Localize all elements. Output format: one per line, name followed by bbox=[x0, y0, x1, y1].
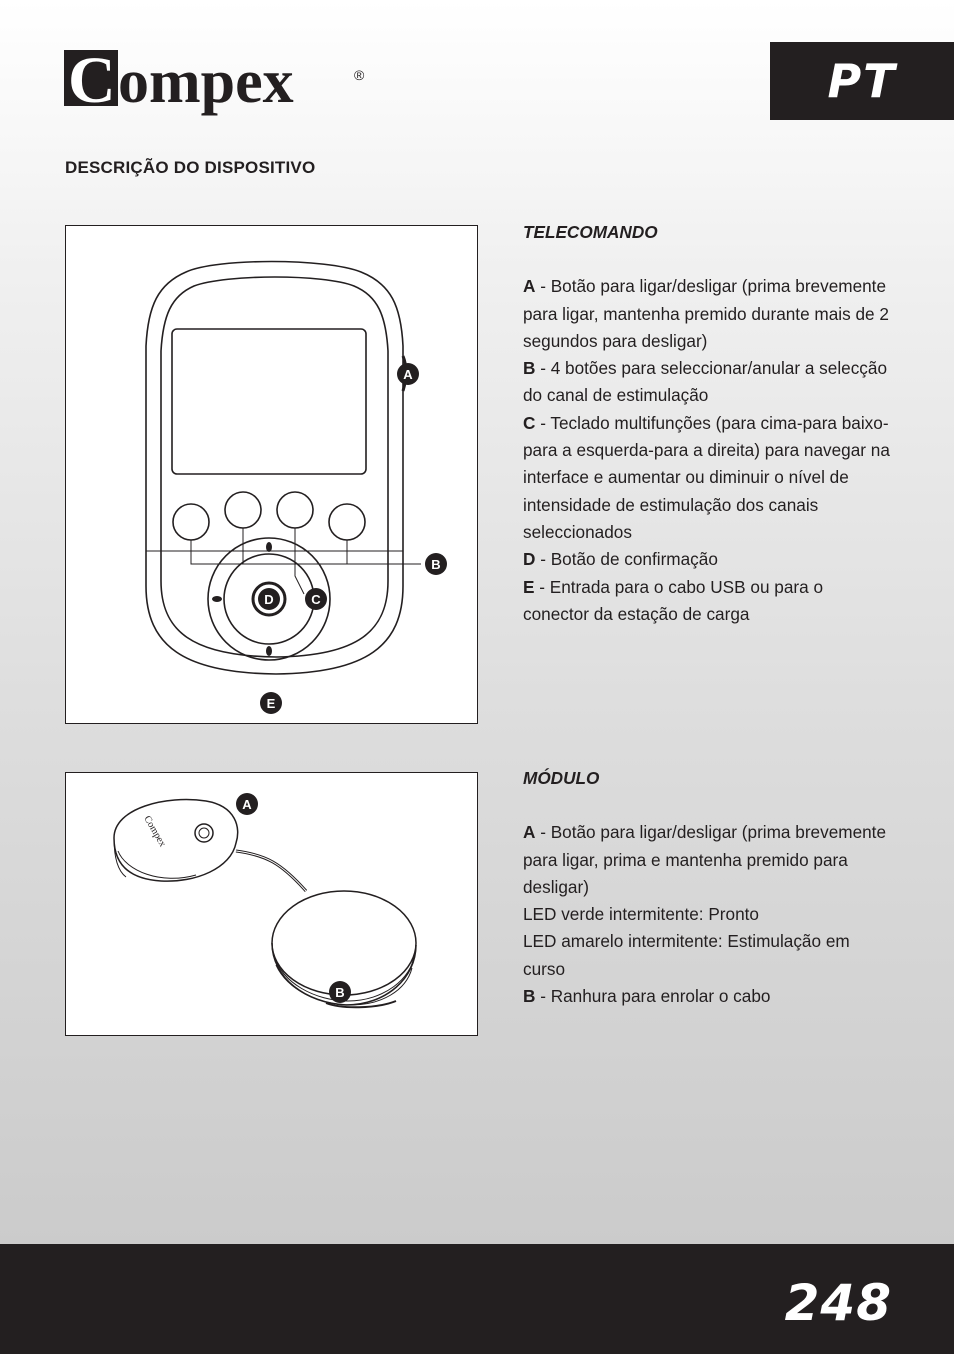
module-item-a: A - Botão para ligar/desligar (prima brevemente para ligar, prima e mantenha premido para desligar) bbox=[523, 822, 887, 897]
module-heading: MÓDULO bbox=[523, 768, 600, 788]
remote-heading: TELECOMANDO bbox=[523, 222, 658, 242]
logo-wordmark: ompex bbox=[118, 48, 294, 116]
module-pod bbox=[272, 891, 416, 995]
remote-item-d: D - Botão de confirmação bbox=[523, 549, 718, 570]
remote-outer-shell bbox=[146, 262, 403, 675]
remote-item-c: C - Teclado multifunções (para cima-para baixo-para a esquerda-para a direita) para navegar na interface e aumentar ou diminuir o nível de intensidade de estimulação dos canais seleccionados bbox=[523, 412, 890, 542]
module-figure bbox=[65, 772, 478, 1036]
label-b: B bbox=[431, 557, 441, 572]
label-c: C bbox=[311, 592, 321, 607]
module-engraving: Compex bbox=[141, 814, 168, 849]
remote-description bbox=[523, 219, 893, 628]
section-title: DESCRIÇÃO DO DISPOSITIVO bbox=[65, 158, 316, 177]
logo-initial: C bbox=[68, 44, 116, 117]
compex-logo bbox=[64, 44, 374, 122]
module-led-green: LED verde intermitente: Pronto bbox=[523, 904, 759, 925]
remote-item-a: A - Botão para ligar/desligar (prima brevemente para ligar, mantenha premido durante mais de 2 segundos para desligar) bbox=[523, 276, 889, 351]
module-illustration bbox=[66, 773, 477, 1035]
channel-button-2 bbox=[225, 492, 261, 528]
module-description bbox=[523, 765, 893, 1010]
remote-screen bbox=[172, 329, 366, 474]
remote-item-e: E - Entrada para o cabo USB ou para o conector da estação de carga bbox=[523, 576, 824, 624]
registered-mark: ® bbox=[354, 67, 365, 83]
page-number: 248 bbox=[784, 1274, 892, 1332]
module-label-a: A bbox=[242, 797, 252, 812]
remote-illustration bbox=[66, 226, 477, 723]
compex-logo-graphic bbox=[64, 44, 374, 122]
module-led-yellow: LED amarelo intermitente: Estimulação em curso bbox=[523, 931, 850, 979]
label-d: D bbox=[264, 592, 274, 607]
module-body bbox=[114, 800, 238, 882]
label-e: E bbox=[266, 696, 276, 711]
channel-button-1 bbox=[173, 504, 209, 540]
label-a: A bbox=[403, 367, 413, 382]
channel-button-3 bbox=[277, 492, 313, 528]
remote-figure bbox=[65, 225, 478, 724]
module-label-b: B bbox=[335, 985, 345, 1000]
footer-bar bbox=[0, 1244, 954, 1354]
language-tab: PT bbox=[770, 42, 954, 120]
remote-item-b: B - 4 botões para seleccionar/anular a selecção do canal de estimulação bbox=[523, 358, 888, 406]
module-item-b: B - Ranhura para enrolar o cabo bbox=[523, 986, 771, 1007]
channel-button-4 bbox=[329, 504, 365, 540]
